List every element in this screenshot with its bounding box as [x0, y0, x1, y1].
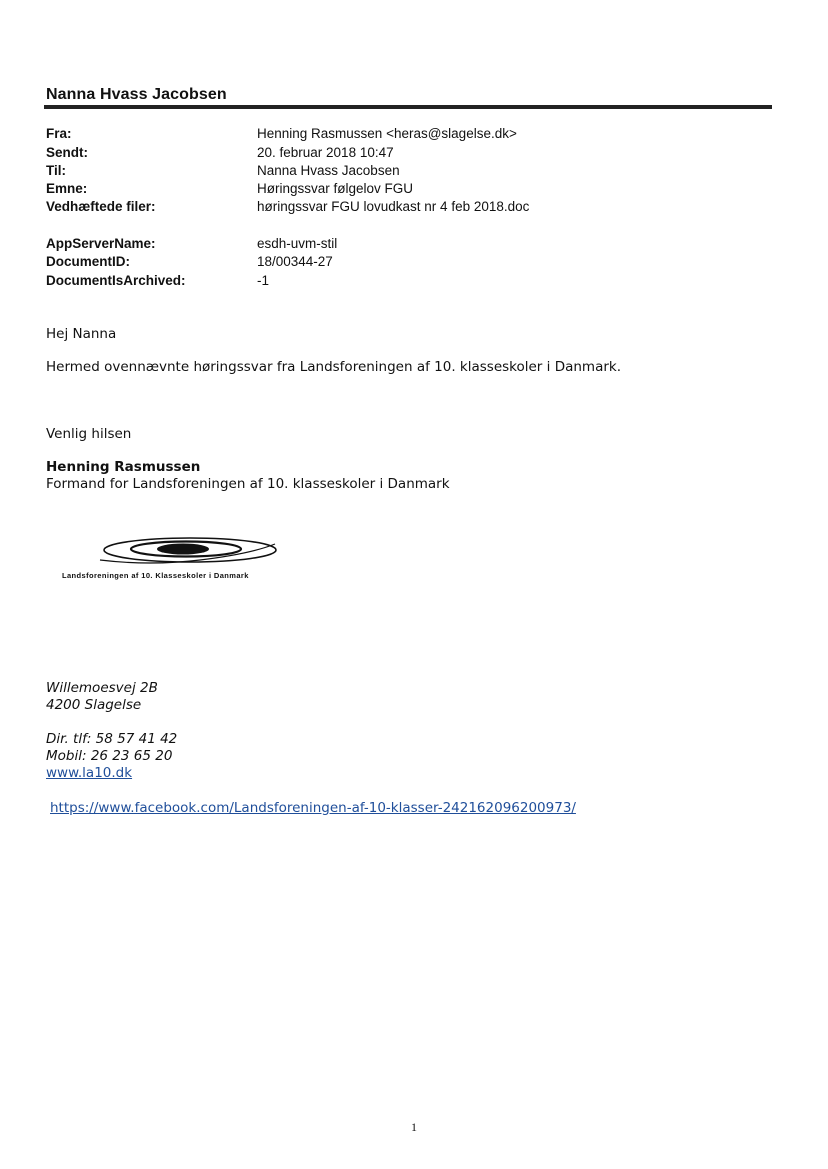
logo-core — [157, 544, 209, 555]
header-rule — [44, 105, 772, 109]
meta-value: Høringssvar følgelov FGU — [257, 181, 414, 196]
meta-key: Emne: — [46, 181, 88, 196]
meta-key: Sendt: — [46, 145, 88, 160]
mobile: Mobil: 26 23 65 20 — [46, 748, 173, 764]
meta-value[interactable]: høringssvar FGU lovudkast nr 4 feb 2018.doc — [257, 199, 530, 214]
meta-value: Nanna Hvass Jacobsen — [257, 163, 400, 178]
meta-value: -1 — [257, 273, 270, 288]
facebook-link[interactable] — [50, 800, 576, 816]
closing: Venlig hilsen — [46, 426, 132, 442]
sender-name: Henning Rasmussen — [46, 459, 201, 475]
phone: Dir. tlf: 58 57 41 42 — [46, 731, 178, 747]
meta-value: Henning Rasmussen <heras@slagelse.dk> — [257, 126, 517, 141]
address-line1: Willemoesvej 2B — [46, 680, 158, 696]
meta-key: DocumentID: — [46, 254, 130, 269]
owner-name: Nanna Hvass Jacobsen — [46, 86, 227, 103]
meta-key: DocumentIsArchived: — [46, 273, 186, 288]
meta-value: 18/00344-27 — [257, 254, 333, 269]
meta-key: Til: — [46, 163, 66, 178]
meta-key: AppServerName: — [46, 236, 156, 251]
website-link[interactable] — [46, 765, 132, 781]
website-link-text[interactable]: www.la10.dk — [46, 765, 133, 781]
meta-value: 20. februar 2018 10:47 — [257, 145, 394, 160]
page-number: 1 — [411, 1120, 417, 1134]
meta-key: Fra: — [46, 126, 72, 141]
greeting: Hej Nanna — [46, 326, 117, 342]
sender-title: Formand for Landsforeningen af 10. klasseskoler i Danmark — [46, 476, 450, 492]
meta-key: Vedhæftede filer: — [46, 199, 156, 214]
meta-value: esdh-uvm-stil — [257, 236, 338, 251]
logo-caption: Landsforeningen af 10. Klasseskoler i Danmark — [62, 571, 249, 580]
address-line2: 4200 Slagelse — [46, 697, 142, 713]
message: Hermed ovennævnte høringssvar fra Landsforeningen af 10. klasseskoler i Danmark. — [46, 359, 622, 375]
facebook-link-text[interactable]: https://www.facebook.com/Landsforeningen-af-10-klasser-242162096200973/ — [50, 800, 576, 816]
